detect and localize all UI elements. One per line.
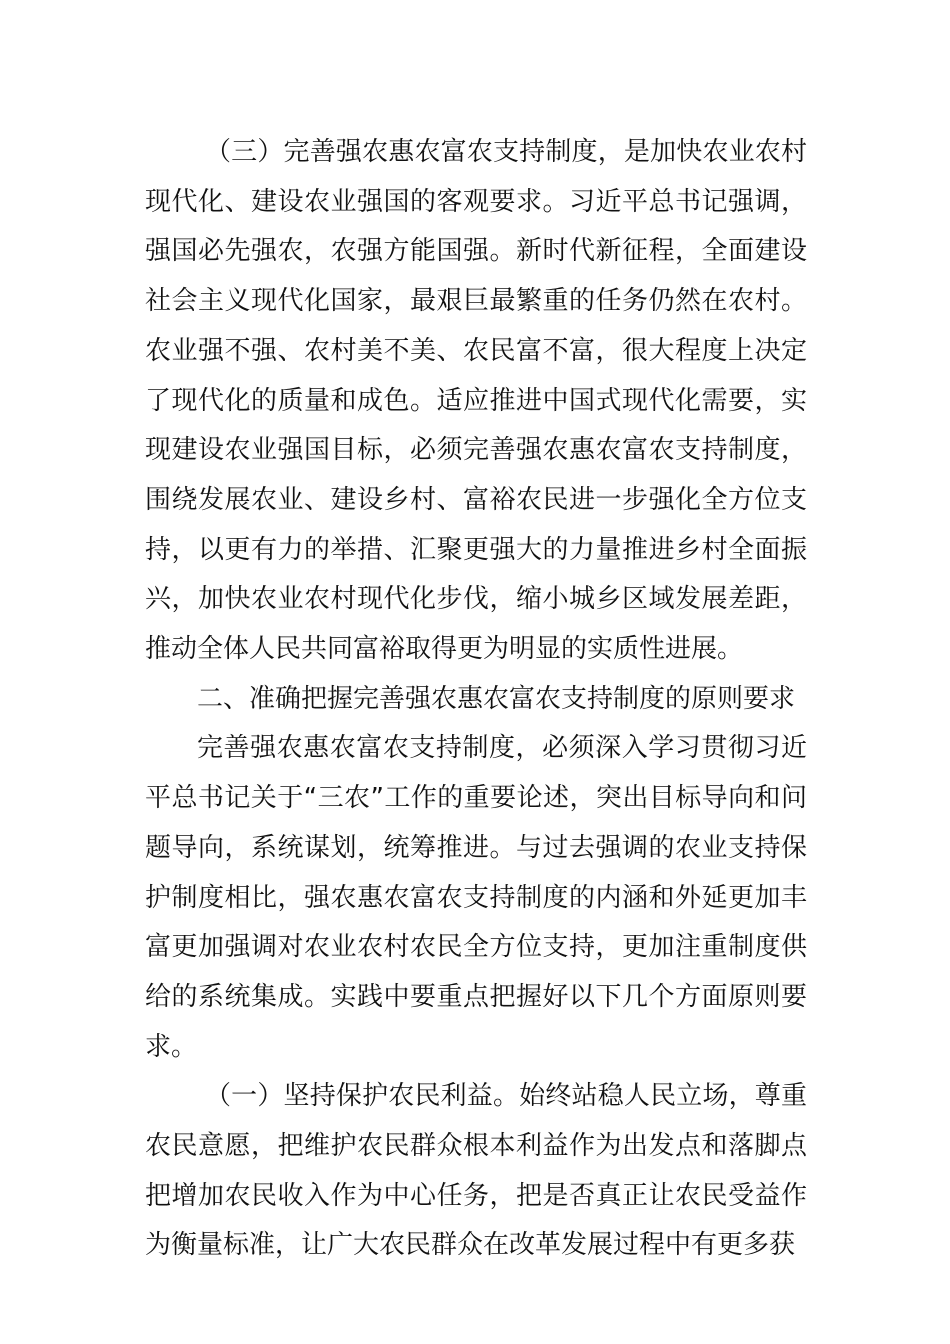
paragraph-section-3: （三）完善强农惠农富农支持制度，是加快农业农村现代化、建设农业强国的客观要求。习近平总书记强调，强国必先强农，农强方能国强。新时代新征程，全面建设社会主义现代化国家，最艰巨最繁重的任务仍然在农村。农业强不强、农村美不美、农民富不富，很大程度上决定了现代化的质量和成色。适应推进中国式现代化需要，实现建设农业强国目标，必须完善强农惠农富农支持制度，围绕发展农业、建设乡村、富裕农民进一步强化全方位支持，以更有力的举措、汇聚更强大的力量推进乡村全面振兴，加快农业农村现代化步伐，缩小城乡区域发展差距，推动全体人民共同富裕取得更为明显的实质性进展。 [145, 137, 807, 665]
section-heading-2: 二、准确把握完善强农惠农富农支持制度的原则要求 [197, 683, 796, 714]
paragraph-principles: 完善强农惠农富农支持制度，必须深入学习贯彻习近平总书记关于“三农”工作的重要论述，突出目标导向和问题导向，系统谋划，统筹推进。与过去强调的农业支持保护制度相比，强农惠农富农支持制度的内涵和外延更加丰富更加强调对农业农村农民全方位支持，更加注重制度供给的系统集成。实践中要重点把握好以下几个方面原则要求。 [145, 733, 807, 1062]
paragraph-subsection-1: （一）坚持保护农民利益。始终站稳人民立场，尊重农民意愿，把维护农民群众根本利益作为出发点和落脚点把增加农民收入作为中心任务，把是否真正让农民受益作为衡量标准，让广大农民群众在改革发展过程中有更多获 [145, 1081, 807, 1261]
document-body [145, 128, 807, 1271]
